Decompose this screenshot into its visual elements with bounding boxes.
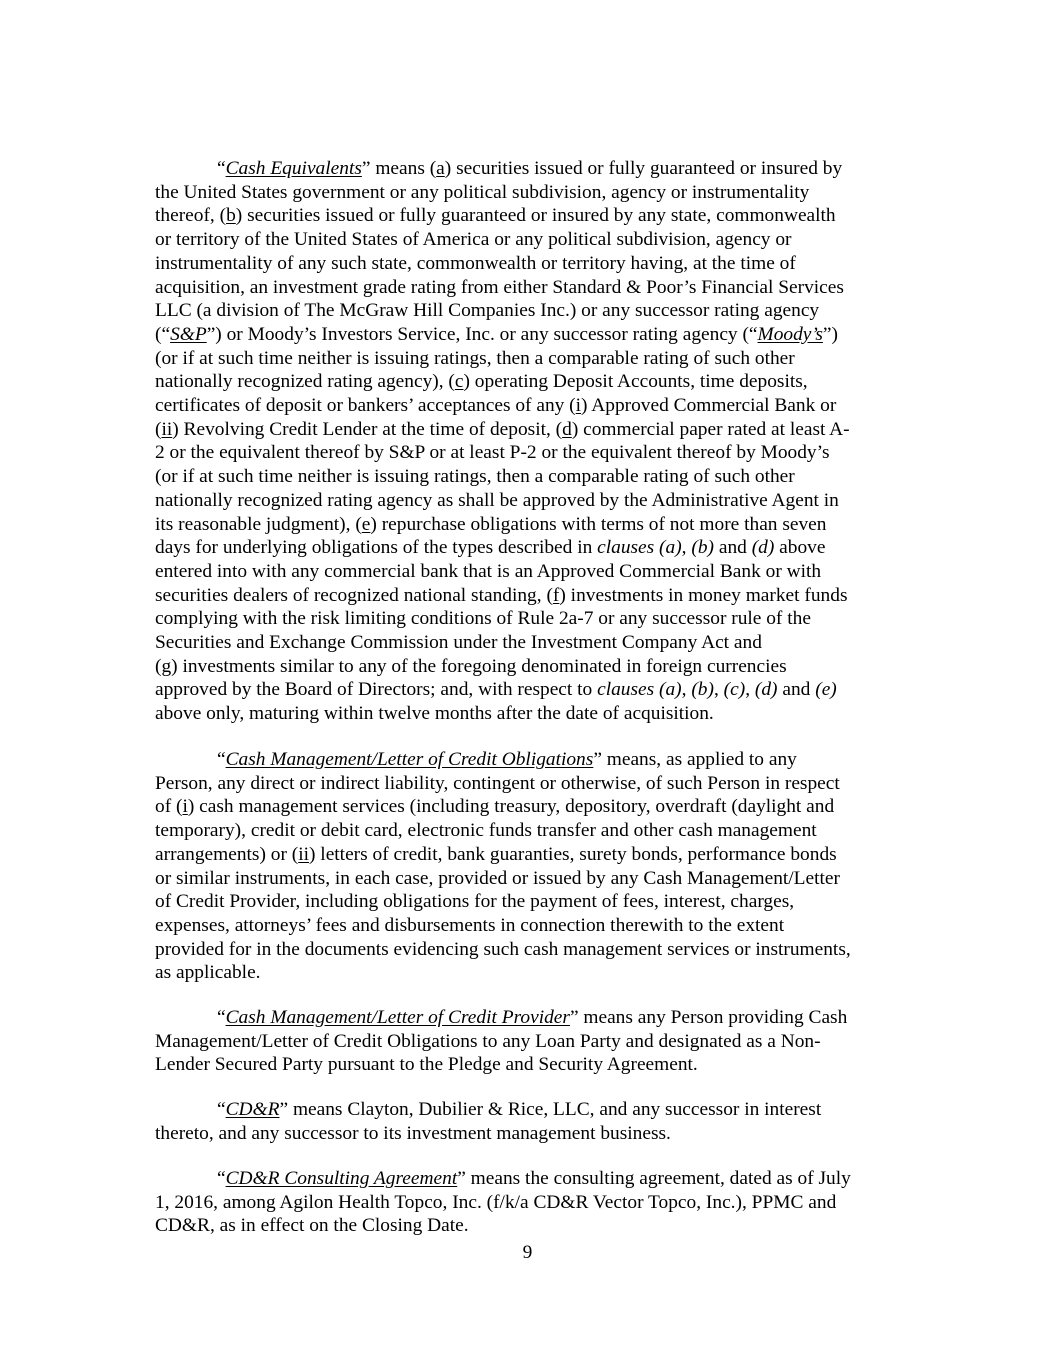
text-run: the United States government or any political subdivision, agency or instrumentality: [155, 181, 810, 203]
text-run: and: [777, 679, 816, 701]
clause-marker: a: [436, 158, 445, 179]
text-run: or territory of the United States of America or any political subdivision, agency or: [155, 229, 792, 251]
text-line: [155, 418, 900, 442]
text-run: ” means the consulting agreement, dated as of July: [457, 1168, 851, 1189]
clause-marker: i: [182, 796, 188, 818]
text-run: provided for in the documents evidencing such cash management services or instruments,: [155, 938, 851, 960]
text-run: approved by the Board of Directors; and, with respect to: [155, 679, 598, 701]
defined-term: Cash Equivalents: [225, 158, 362, 179]
text-run: ” means, as applied to any: [593, 749, 797, 770]
text-line: [155, 157, 900, 181]
text-run: above: [774, 537, 826, 559]
text-run: ) repurchase obligations with terms of not more than seven: [370, 513, 827, 535]
text-line: [155, 1214, 900, 1238]
text-run: ) securities issued or fully guaranteed or insured by: [444, 158, 843, 179]
text-run: (: [155, 655, 162, 677]
text-run: (: [155, 418, 162, 440]
text-run: certificates of deposit or bankers’ acceptances of any (: [155, 395, 576, 417]
text-line: [155, 914, 900, 938]
definition-cash-management-provider: [155, 1006, 900, 1077]
text-run: ) Revolving Credit Lender at the time of deposit, (: [172, 418, 563, 440]
text-run: acquisition, an investment grade rating from either Standard & Poor’s Financial Services: [155, 276, 844, 298]
text-line: [155, 772, 900, 796]
clause-reference: (d): [754, 679, 778, 701]
clause-marker: d: [562, 418, 572, 440]
text-line: [155, 204, 900, 228]
text-run: “: [217, 749, 226, 770]
text-line: [155, 819, 900, 843]
text-line: [155, 394, 900, 418]
text-line: [155, 536, 900, 560]
text-run: CD&R, as in effect on the Closing Date.: [155, 1215, 469, 1237]
text-run: “: [217, 1007, 226, 1028]
definition-cdr: [155, 1098, 900, 1145]
defined-term: Cash Management/Letter of Credit Provider: [225, 1007, 570, 1028]
text-run: ” means (: [361, 158, 437, 179]
text-run: above only, maturing within twelve months after the date of acquisition.: [155, 703, 714, 725]
text-run: entered into with any commercial bank that is an Approved Commercial Bank or with: [155, 560, 822, 582]
text-run: Management/Letter of Credit Obligations to any Loan Party and designated as a Non-: [155, 1030, 821, 1052]
text-run: ) letters of credit, bank guaranties, surety bonds, performance bonds: [309, 843, 837, 865]
text-run: nationally recognized rating agency as shall be approved by the Administrative Agent in: [155, 489, 839, 511]
text-run: securities dealers of recognized national standing, (: [155, 584, 553, 606]
text-run: thereto, and any successor to its investment management business.: [155, 1122, 671, 1144]
text-line: [155, 560, 900, 584]
text-run: complying with the risk limiting conditions of Rule 2a-7 or any successor rule of the: [155, 608, 811, 630]
text-run: (“: [155, 323, 171, 345]
definition-cash-management-obligations: [155, 748, 900, 985]
defined-term: CD&R: [225, 1099, 280, 1120]
text-line: [155, 938, 900, 962]
text-line: [155, 631, 900, 655]
text-run: thereof, (: [155, 205, 227, 227]
text-run: ”) or Moody’s Investors Service, Inc. or any successor rating agency (“: [206, 323, 758, 345]
text-run: ) investments in money market funds: [559, 584, 848, 606]
text-run: Securities and Exchange Commission under the Investment Company Act and: [155, 632, 762, 654]
text-run: days for underlying obligations of the types described in: [155, 537, 598, 559]
text-line: [155, 1167, 900, 1191]
text-run: (or if at such time neither is issuing ratings, then a comparable rating of such other: [155, 347, 795, 369]
text-line: [155, 678, 900, 702]
text-run: “: [217, 1099, 226, 1120]
text-line: [155, 655, 900, 679]
page-number: 9: [522, 1242, 533, 1263]
text-run: temporary), credit or debit card, electronic funds transfer and other cash management: [155, 820, 817, 842]
text-run: ,: [745, 679, 755, 701]
text-run: ” means Clayton, Dubilier & Rice, LLC, and any successor in interest: [279, 1099, 822, 1120]
text-run: 2 or the equivalent thereof by S&P or at least P-2 or the equivalent thereof by Moody’s: [155, 442, 830, 464]
text-line: [155, 1006, 900, 1030]
text-run: ) securities issued or fully guaranteed or insured by any state, commonwealth: [235, 205, 836, 227]
text-line: [155, 441, 900, 465]
defined-term: Moody’s: [757, 323, 823, 345]
text-run: nationally recognized rating agency), (: [155, 371, 455, 393]
defined-term: Cash Management/Letter of Credit Obligations: [225, 749, 594, 770]
text-run: expenses, attorneys’ fees and disbursements in connection therewith to the extent: [155, 914, 785, 936]
text-line: [155, 299, 900, 323]
definition-cdr-consulting-agreement: [155, 1167, 900, 1238]
text-run: “: [217, 158, 226, 179]
clause-reference: (b): [691, 537, 714, 559]
text-line: [155, 228, 900, 252]
clause-marker: e: [361, 513, 371, 535]
text-line: [155, 1122, 900, 1146]
text-line: [155, 843, 900, 867]
text-run: ) investments similar to any of the foregoing denominated in foreign currencies: [171, 655, 787, 677]
clause-marker: ii: [298, 843, 309, 865]
text-line: [155, 252, 900, 276]
text-run: of (: [155, 796, 183, 818]
text-run: ) commercial paper rated at least A-: [571, 418, 850, 440]
text-line: [155, 323, 900, 347]
text-line: [155, 961, 900, 985]
text-run: ) cash management services (including treasury, depository, overdraft (daylight and: [187, 796, 835, 818]
clause-marker: b: [226, 205, 236, 227]
text-line: [155, 867, 900, 891]
text-line: [155, 1030, 900, 1054]
clause-reference: clauses (a): [597, 537, 682, 559]
text-run: ,: [681, 537, 692, 559]
clause-reference: (b): [691, 679, 714, 701]
text-run: ” means any Person providing Cash: [569, 1007, 848, 1028]
text-run: ) Approved Commercial Bank or: [581, 395, 837, 417]
text-line: [155, 513, 900, 537]
text-line: [155, 795, 900, 819]
text-line: [155, 489, 900, 513]
text-line: [155, 607, 900, 631]
clause-marker: g: [161, 655, 172, 677]
clause-marker: i: [575, 395, 582, 417]
text-line: [155, 702, 900, 726]
clause-marker: c: [454, 371, 464, 393]
text-line: [155, 181, 900, 205]
text-line: [155, 1053, 900, 1077]
definition-cash-equivalents: [155, 157, 900, 726]
text-run: or similar instruments, in each case, provided or issued by any Cash Management/Letter: [155, 867, 840, 889]
clause-marker: f: [552, 584, 560, 606]
text-run: ”): [822, 323, 838, 345]
text-line: [155, 276, 900, 300]
text-line: [155, 890, 900, 914]
text-run: 1, 2016, among Agilon Health Topco, Inc. (f/k/a CD&R Vector Topco, Inc.), PPMC and: [155, 1191, 837, 1213]
clause-marker: ii: [161, 418, 173, 440]
text-run: LLC (a division of The McGraw Hill Companies Inc.) or any successor rating agency: [155, 300, 820, 322]
text-run: arrangements) or (: [155, 843, 299, 865]
text-run: and: [714, 537, 752, 559]
clause-reference: clauses (a): [597, 679, 682, 701]
text-run: ,: [681, 679, 692, 701]
clause-reference: (e): [815, 679, 837, 701]
text-run: ,: [713, 679, 724, 701]
defined-term: S&P: [170, 323, 207, 345]
text-run: its reasonable judgment), (: [155, 513, 362, 535]
text-run: “: [217, 1168, 226, 1189]
text-run: as applicable.: [155, 962, 261, 984]
text-line: [155, 1191, 900, 1215]
text-line: [155, 584, 900, 608]
clause-reference: (d): [751, 537, 775, 559]
text-run: of Credit Provider, including obligations for the payment of fees, interest, charges,: [155, 891, 795, 913]
text-run: ) operating Deposit Accounts, time deposits,: [463, 371, 808, 393]
text-line: [155, 1098, 900, 1122]
text-line: [155, 347, 900, 371]
text-line: [155, 465, 900, 489]
text-run: (or if at such time neither is issuing ratings, then a comparable rating of such other: [155, 466, 795, 488]
text-line: [155, 748, 900, 772]
text-run: Person, any direct or indirect liability, contingent or otherwise, of such Person in respect: [155, 772, 840, 794]
text-run: instrumentality of any such state, commonwealth or territory having, at the time of: [155, 252, 796, 274]
text-line: [155, 370, 900, 394]
defined-term: CD&R Consulting Agreement: [225, 1168, 458, 1189]
clause-reference: (c): [723, 679, 746, 701]
text-run: Lender Secured Party pursuant to the Pledge and Security Agreement.: [155, 1054, 698, 1076]
